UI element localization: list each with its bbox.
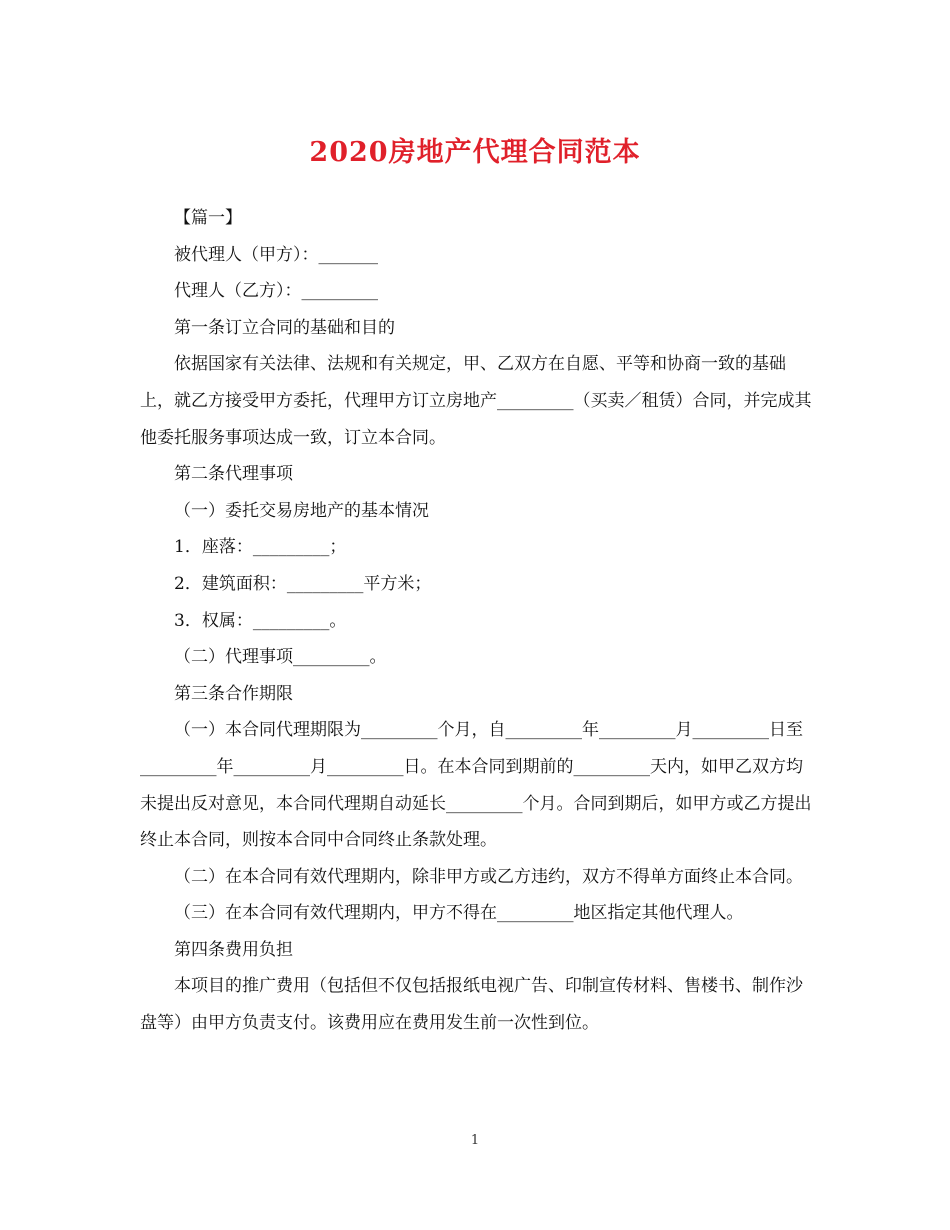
party-b-line: 代理人（乙方）：_________ <box>174 281 378 302</box>
party-a-line: 被代理人（甲方）：_______ <box>174 244 378 265</box>
article-3-item-1: （一）本合同代理期限为_________个月，自_________年_________月_________日至_________年_________月_________日。在本合同到期前的_________天内，如甲乙双方均未提出反对意见，本合同代理期自动延长_________个月。合同到期后，如甲方或乙方提出终止本合同，则按本合同中合同终止条款处理。 <box>140 720 812 851</box>
article-2-item-1: （一）委托交易房地产的基本情况 <box>174 500 429 521</box>
article-3-heading: 第三条合作期限 <box>174 683 293 704</box>
section-label: 【篇一】 <box>174 208 242 228</box>
property-ownership: 3．权属：_________。 <box>174 610 347 631</box>
article-2-item-2: （二）代理事项_________。 <box>174 647 387 668</box>
article-1-text: 依据国家有关法律、法规和有关规定，甲、乙双方在自愿、平等和协商一致的基础上，就乙方接受甲方委托，代理甲方订立房地产_________（买卖／租赁）合同，并完成其他委托服务事项达成一致，订立本合同。 <box>140 354 812 448</box>
property-area: 2．建筑面积：_________平方米； <box>174 573 432 594</box>
article-3-item-3: （三）在本合同有效代理期内，甲方不得在_________地区指定其他代理人。 <box>174 903 744 924</box>
article-4-heading: 第四条费用负担 <box>174 939 293 960</box>
article-1-heading: 第一条订立合同的基础和目的 <box>174 317 395 338</box>
page-number: 1 <box>470 1133 480 1148</box>
document-title: 2020房地产代理合同范本 <box>309 137 641 168</box>
article-2-heading: 第二条代理事项 <box>174 464 293 485</box>
article-3-item-2: （二）在本合同有效代理期内，除非甲方或乙方违约，双方不得单方面终止本合同。 <box>174 866 803 887</box>
document-body <box>140 200 812 1042</box>
article-4-text: 本项目的推广费用（包括但不仅包括报纸电视广告、印制宣传材料、售楼书、制作沙盘等）由甲方负责支付。该费用应在费用发生前一次性到位。 <box>140 976 803 1034</box>
property-location: 1．座落：_________； <box>174 537 347 558</box>
